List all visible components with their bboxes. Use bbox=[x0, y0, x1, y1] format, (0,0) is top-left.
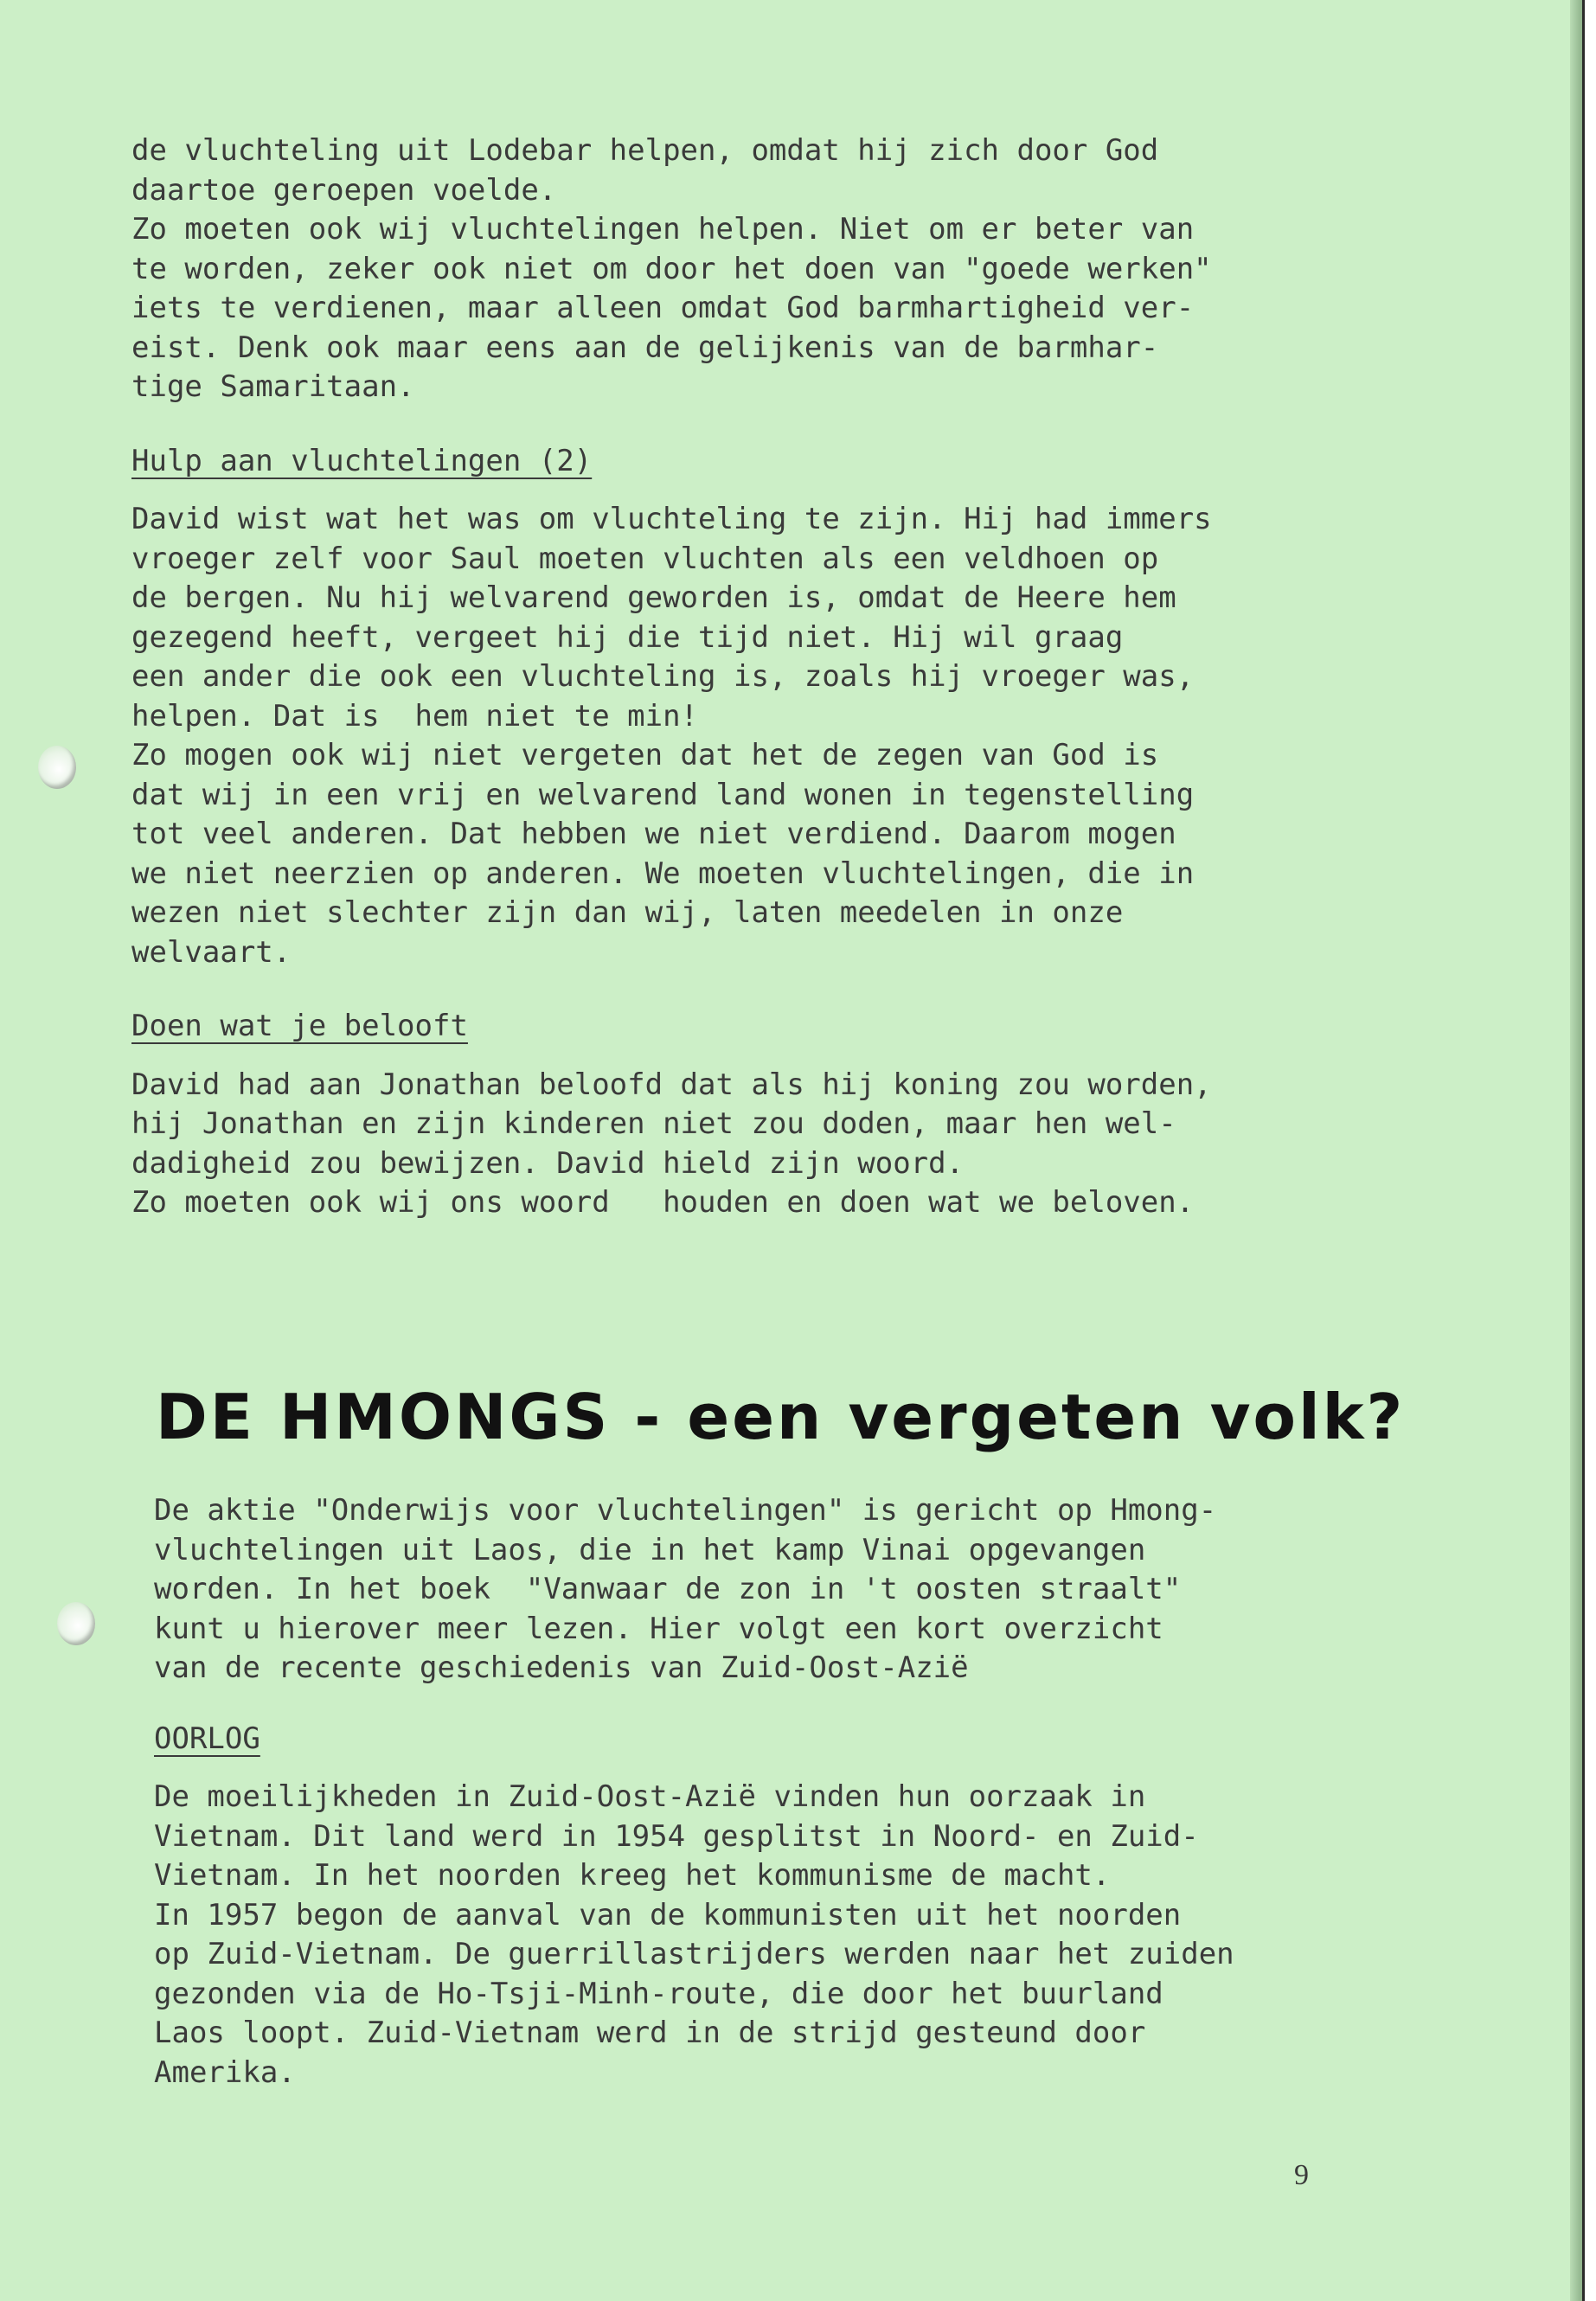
text-line: Amerika. bbox=[154, 2054, 296, 2090]
text-line: welvaart. bbox=[131, 934, 292, 970]
page-edge-shadow bbox=[1570, 0, 1582, 2301]
punch-hole-upper bbox=[38, 746, 76, 789]
text-line: wezen niet slechter zijn dan wij, laten meedelen in onze bbox=[131, 895, 1124, 930]
text-line: helpen. Dat is hem niet te min! bbox=[131, 698, 699, 734]
intro-paragraph bbox=[131, 131, 1481, 407]
text-line: vluchtelingen uit Laos, die in het kamp Vinai opgevangen bbox=[154, 1532, 1146, 1567]
text-line: Zo moeten ook wij vluchtelingen helpen. Niet om er beter van bbox=[131, 212, 1195, 247]
text-line: dat wij in een vrij en welvarend land wonen in tegenstelling bbox=[131, 777, 1195, 812]
hmongs-title: DE HMONGS - een vergeten volk? bbox=[156, 1381, 1406, 1453]
text-line: gezonden via de Ho-Tsji-Minh-route, die door het buurland bbox=[154, 1976, 1163, 2011]
text-line: van de recente geschiedenis van Zuid-Oost-Azië bbox=[154, 1650, 969, 1685]
text-line: Zo moeten ook wij ons woord houden en doen wat we beloven. bbox=[131, 1185, 1195, 1220]
punch-hole-lower bbox=[57, 1602, 95, 1645]
hulp-paragraph bbox=[131, 500, 1481, 972]
text-line: dadigheid zou bewijzen. David hield zijn woord. bbox=[131, 1145, 965, 1181]
text-line: te worden, zeker ook niet om door het doen van "goede werken" bbox=[131, 251, 1212, 286]
text-line: daartoe geroepen voelde. bbox=[131, 172, 557, 208]
page-number: 9 bbox=[1294, 2159, 1309, 2191]
text-line: gezegend heeft, vergeet hij die tijd niet. Hij wil graag bbox=[131, 619, 1124, 655]
text-line: Vietnam. Dit land werd in 1954 gesplitst in Noord- en Zuid- bbox=[154, 1818, 1199, 1854]
text-line: eist. Denk ook maar eens aan de gelijkenis van de barmhar- bbox=[131, 330, 1159, 365]
text-line: vroeger zelf voor Saul moeten vluchten als een veldhoen op bbox=[131, 541, 1159, 576]
heading-hulp-aan-vluchtelingen: Hulp aan vluchtelingen (2) bbox=[131, 443, 593, 478]
text-line: De moeilijkheden in Zuid-Oost-Azië vinden hun oorzaak in bbox=[154, 1779, 1146, 1814]
text-line: hij Jonathan en zijn kinderen niet zou doden, maar hen wel- bbox=[131, 1106, 1176, 1141]
text-line: De aktie "Onderwijs voor vluchtelingen" is gericht op Hmong- bbox=[154, 1493, 1217, 1528]
heading-doen-wat-je-belooft: Doen wat je belooft bbox=[131, 1009, 468, 1043]
text-line: Vietnam. In het noorden kreeg het kommunisme de macht. bbox=[154, 1858, 1111, 1893]
text-line: een ander die ook een vluchteling is, zoals hij vroeger was, bbox=[131, 659, 1195, 694]
text-line: op Zuid-Vietnam. De guerrillastrijders werden naar het zuiden bbox=[154, 1937, 1234, 1971]
belofte-paragraph bbox=[131, 1066, 1481, 1223]
text-line: worden. In het boek "Vanwaar de zon in 't oosten straalt" bbox=[154, 1572, 1182, 1606]
text-line: In 1957 begon de aanval van de kommunisten uit het noorden bbox=[154, 1897, 1182, 1932]
hmong-intro-paragraph bbox=[154, 1491, 1503, 1689]
heading-oorlog: OORLOG bbox=[154, 1721, 260, 1756]
text-line: David wist wat het was om vluchteling te zijn. Hij had immers bbox=[131, 502, 1212, 536]
text-line: kunt u hierover meer lezen. Hier volgt een kort overzicht bbox=[154, 1611, 1163, 1646]
oorlog-paragraph bbox=[154, 1778, 1503, 2093]
text-line: de vluchteling uit Lodebar helpen, omdat hij zich door God bbox=[131, 133, 1159, 168]
text-line: iets te verdienen, maar alleen omdat God barmhartigheid ver- bbox=[131, 291, 1195, 325]
text-line: Laos loopt. Zuid-Vietnam werd in de strijd gesteund door bbox=[154, 2016, 1146, 2050]
text-line: tot veel anderen. Dat hebben we niet verdiend. Daarom mogen bbox=[131, 817, 1176, 851]
text-line: David had aan Jonathan beloofd dat als hij koning zou worden, bbox=[131, 1067, 1212, 1102]
text-line: de bergen. Nu hij welvarend geworden is, omdat de Heere hem bbox=[131, 580, 1176, 615]
section-2 bbox=[154, 1491, 1503, 2093]
text-line: tige Samaritaan. bbox=[131, 369, 415, 404]
text-line: Zo mogen ook wij niet vergeten dat het de zegen van God is bbox=[131, 738, 1159, 772]
text-line: we niet neerzien op anderen. We moeten vluchtelingen, die in bbox=[131, 856, 1195, 891]
section-1 bbox=[131, 131, 1481, 1223]
